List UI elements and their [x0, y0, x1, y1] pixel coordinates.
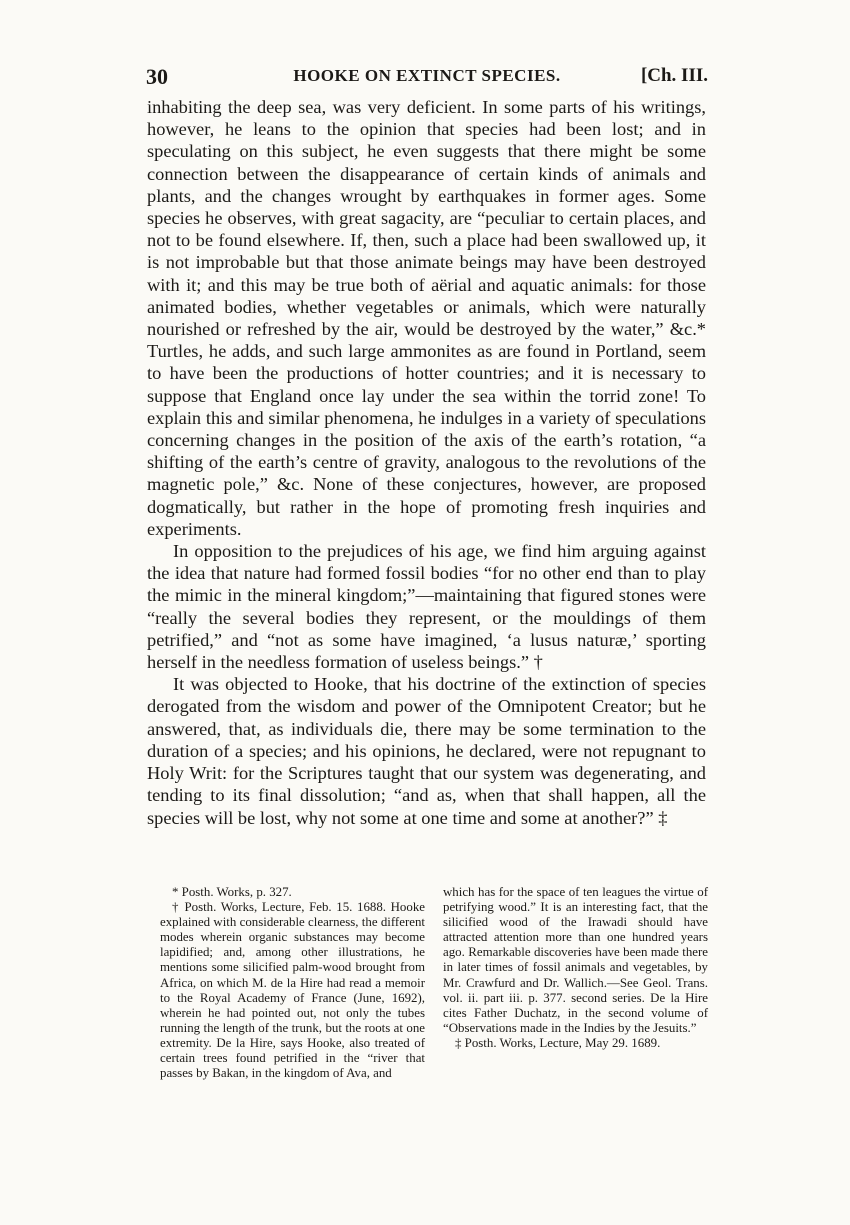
footnote-dagger: † Posth. Works, Lecture, Feb. 15. 1688. Hooke explained with considerable clearness, the different modes wherein organic substances may become lapidified; and, among other illustrations, he mentions some silicified palm-wood brought from Africa, on which M. de la Hire had read a memoir to the Royal Academy of France (June, 1692), wherein he had pointed out, not only the tubes running the length of the trunk, but the roots at one extremity. De la Hire, says Hooke, also treated of certain trees found petrified in the “river that passes by Bakan, in the kingdom of Ava, and	[160, 900, 425, 1081]
paragraph-3: It was objected to Hooke, that his doctrine of the extinction of species derogated from the wisdom and power of the Omnipotent Creator; but he answered, that, as individuals die, there may be some termination to the duration of a species; and his opinions, he declared, were not repugnant to Holy Writ: for the Scriptures taught that our system was degenerating, and tending to its final dissolution; “and as, when that shall happen, all the species will be lost, why not some at one time and some at another?” ‡	[147, 674, 706, 828]
body-text	[147, 96, 706, 829]
footnotes	[160, 885, 708, 1081]
running-title: HOOKE ON EXTINCT SPECIES.	[293, 66, 561, 85]
footnote-star: * Posth. Works, p. 327.	[172, 885, 292, 899]
paragraph-1: inhabiting the deep sea, was very deficient. In some parts of his writings, however, he leans to the opinion that species had been lost; and in speculating on this subject, he even suggests that there might be some connection between the disappearance of certain kinds of animals and plants, and the changes wrought by earthquakes in former ages. Some species he observes, with great sagacity, are “peculiar to certain places, and not to be found elsewhere. If, then, such a place had been swallowed up, it is not improbable but that those animate beings may have been destroyed with it; and this may be true both of aërial and aquatic animals: for those animated bodies, whether vegetables or animals, which were naturally nourished or refreshed by the air, would be destroyed by the water,” &c.* Turtles, he adds, and such large ammonites as are found in Portland, seem to have been the productions of hotter countries; and it is necessary to suppose that England once lay under the sea within the torrid zone! To explain this and similar phenomena, he indulges in a variety of speculations concerning changes in the position of the axis of the earth’s rotation, “a shifting of the earth’s centre of gravity, analogous to the revolutions of the magnetic pole,” &c. None of these conjectures, however, are proposed dogmatically, but rather in the hope of promoting fresh inquiries and experiments.	[147, 97, 706, 539]
footnote-dagger-continued: which has for the space of ten leagues the virtue of petrifying wood.” It is an interesting fact, that the silicified wood of the Irawadi should have attracted attention more than one hundred years ago. Remarkable discoveries have been made there in later times of fossil animals and vegetables, by Mr. Crawfurd and Dr. Wallich.—See Geol. Trans. vol. ii. part iii. p. 377. second series. De la Hire cites Father Duchatz, in the second volume of “Observations made in the Indies by the Jesuits.”	[443, 885, 708, 1035]
footnote-double-dagger: ‡ Posth. Works, Lecture, May 29. 1689.	[455, 1035, 661, 1050]
page-number: 30	[146, 64, 168, 89]
footnotes-left-column	[160, 885, 425, 1081]
footnotes-right-column	[443, 885, 708, 1081]
paragraph-2: In opposition to the prejudices of his age, we find him arguing against the idea that nature had formed fossil bodies “for no other end than to play the mimic in the mineral kingdom;”—maintaining that figured stones were “really the several bodies they represent, or the mouldings of them petrified,” and “not as some have imagined, ‘a lusus naturæ,’ sporting herself in the needless formation of useless beings.” †	[147, 541, 706, 673]
running-header	[146, 64, 708, 94]
chapter-label: [Ch. III.	[640, 65, 708, 86]
